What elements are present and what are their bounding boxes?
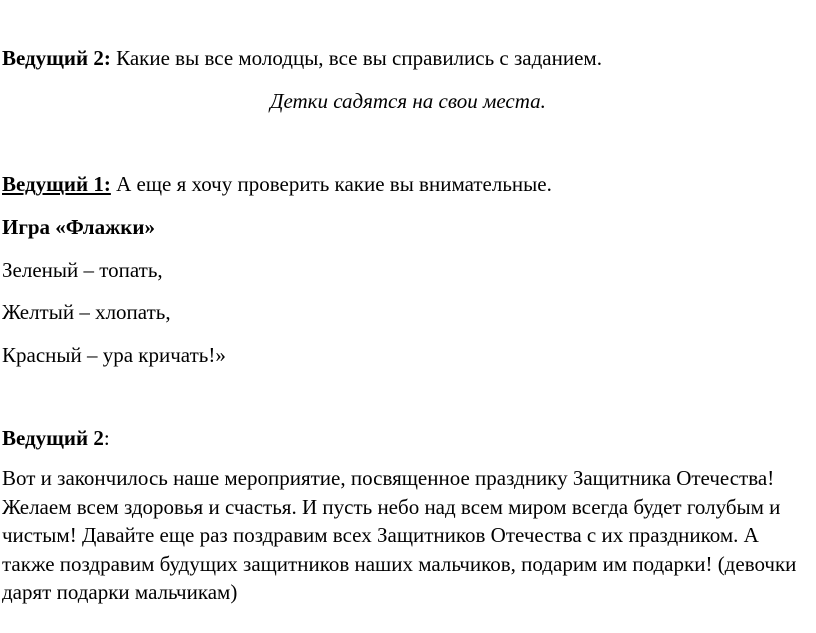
game-title: Игра «Флажки» xyxy=(2,215,155,239)
line-host2-final xyxy=(2,426,110,451)
line-host1-check xyxy=(2,172,552,197)
speaker-label: Ведущий 2: xyxy=(2,46,111,70)
speaker-colon: : xyxy=(103,426,110,450)
rule-red: Красный – ура кричать!» xyxy=(2,343,226,367)
line-text: А еще я хочу проверить какие вы внимательные. xyxy=(110,172,552,196)
speaker-label: Ведущий 1: xyxy=(2,172,111,196)
closing-paragraph: Вот и закончилось наше мероприятие, посвященное празднику Защитника Отечества! Желаем всем здоровья и счастья. И пусть небо над всем миром всегда будет голубым и чистым! Давайте еще раз поздравим всех Защитников Отечества с их праздником. А также поздравим будущих защитников наших мальчиков, подарим им подарки! (девочки дарят подарки мальчикам) xyxy=(2,466,797,605)
line-text: Какие вы все молодцы, все вы справились с заданием. xyxy=(110,46,602,70)
line-host2-praise xyxy=(2,46,602,71)
stage-direction: Детки садятся на свои места. xyxy=(270,89,546,113)
speaker-label: Ведущий 2 xyxy=(2,426,104,450)
rule-yellow: Желтый – хлопать, xyxy=(2,300,171,324)
rule-green: Зеленый – топать, xyxy=(2,258,163,282)
